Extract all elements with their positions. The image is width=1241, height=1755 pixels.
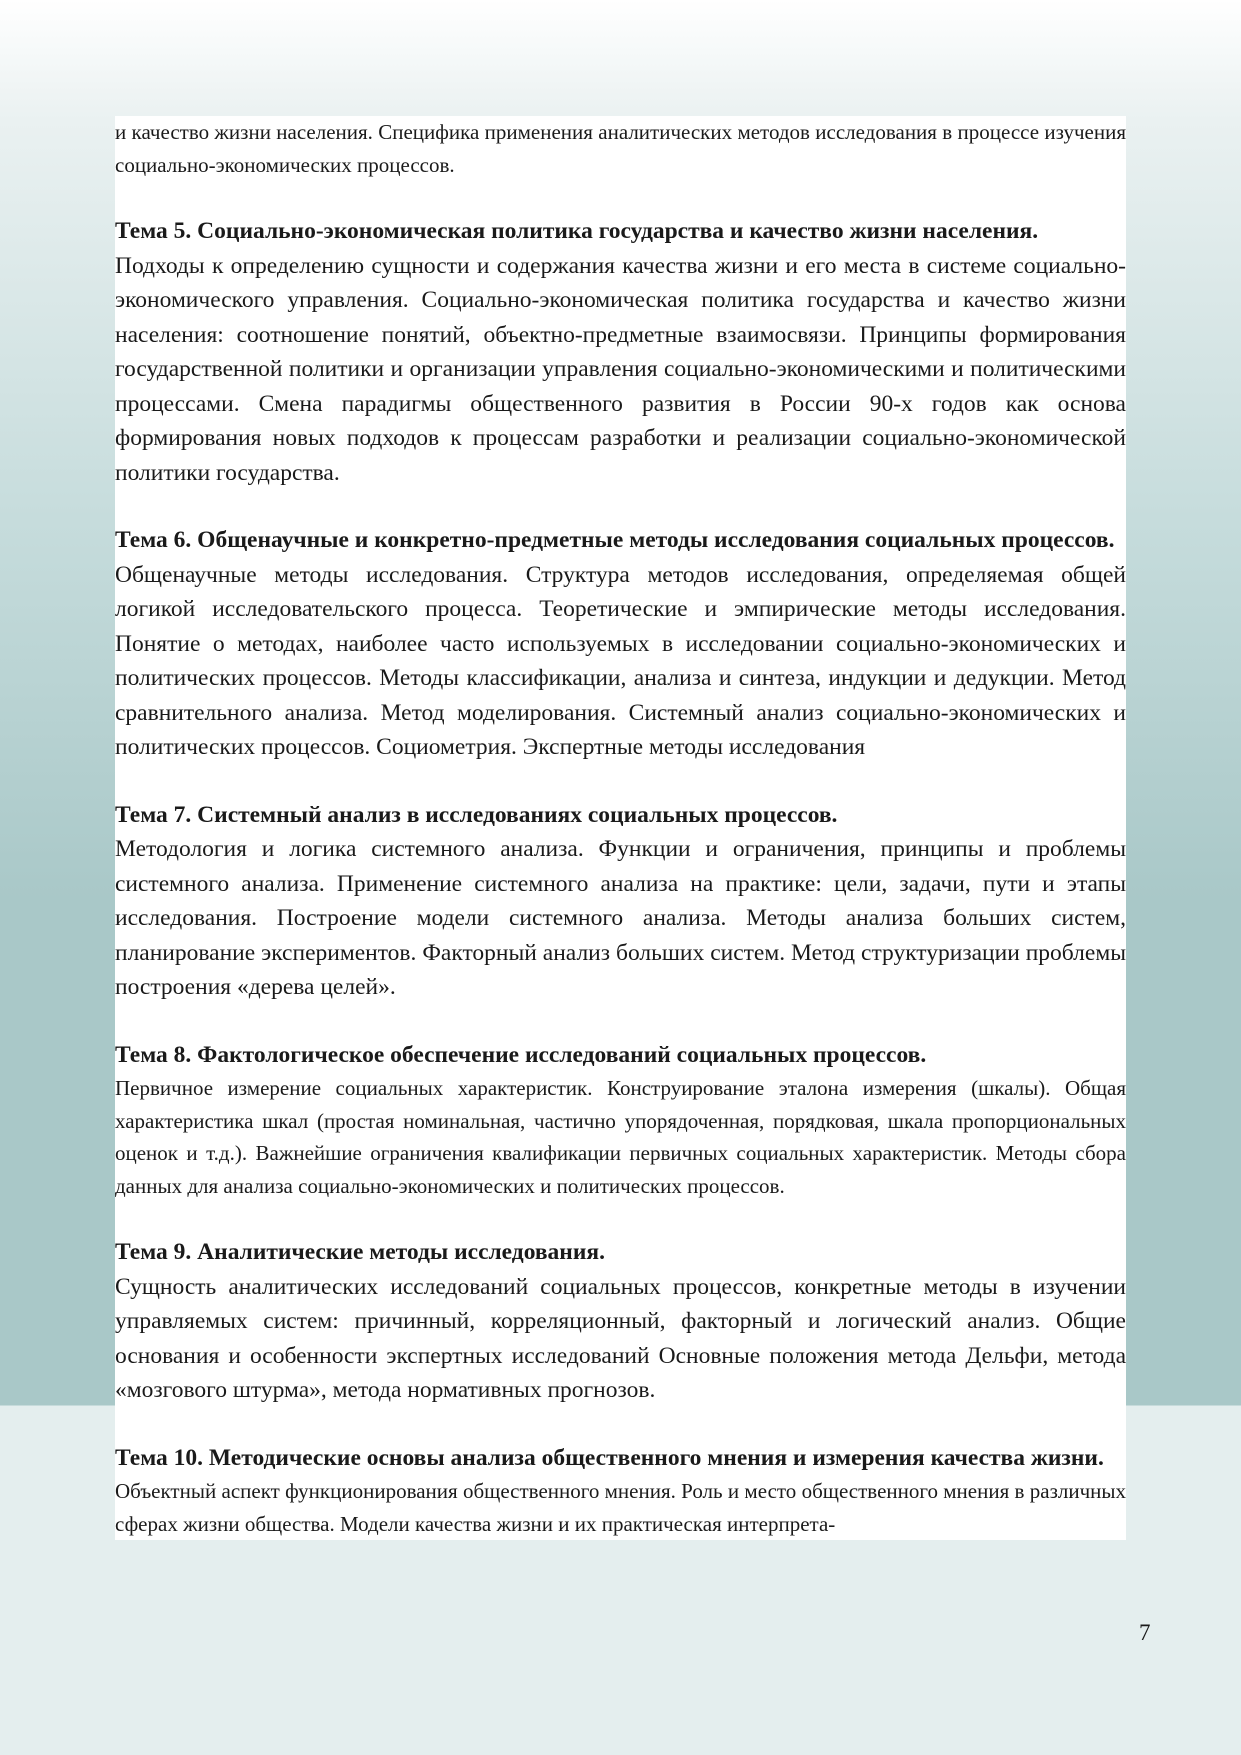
section-heading-7: Тема 7. Системный анализ в исследованиях социальных процессов. <box>115 801 838 828</box>
page-content <box>115 116 1126 1606</box>
section-body-6: Общенаучные методы исследования. Структура методов исследования, определяемая общей логикой исследовательского процесса. Теоретические и эмпирические методы исследования. Понятие о методах, наиболее часто используемых в исследовании социально-экономических и политических процессов. Методы классификации, анализа и синтеза, индукции и дедукции. Метод сравнительного анализа. Метод моделирования. Системный анализ социально-экономических и политических процессов. Социометрия. Экспертные методы исследования <box>115 561 1126 760</box>
text-panel <box>115 116 1126 1540</box>
section-body-10: Объектный аспект функционирования общественного мнения. Роль и место общественного мнения в различных сферах жизни общества. Модели качества жизни и их практическая интерпрета- <box>115 1479 1126 1536</box>
section-body-8: Первичное измерение социальных характеристик. Конструирование эталона измерения (шкалы). Общая характеристика шкал (простая номинальная, частично упорядоченная, порядковая, шкала пропорциональных оценок и т.д.). Важнейшие ограничения квалификации первичных социальных характеристик. Методы сбора данных для анализа социально-экономических и политических процессов. <box>115 1076 1126 1198</box>
section-heading-10: Тема 10. Методические основы анализа общественного мнения и измерения качества жизни. <box>115 1444 1104 1471</box>
section-body-5: Подходы к определению сущности и содержания качества жизни и его места в системе социально-экономического управления. Социально-экономическая политика государства и качество жизни населения: соотношение понятий, объектно-предметные взаимосвязи. Принципы формирования государственной политики и организации управления социально-экономическими и политическими процессами. Смена парадигмы общественного развития в России 90-х годов как основа формирования новых подходов к процессам разработки и реализации социально-экономической политики государства. <box>115 252 1126 486</box>
intro-paragraph: и качество жизни населения. Специфика применения аналитических методов исследования в процессе изучения социально-экономических процессов. <box>115 120 1126 177</box>
section-heading-6: Тема 6. Общенаучные и конкретно-предметные методы исследования социальных процессов. <box>115 527 1115 553</box>
section-heading-8: Тема 8. Фактологическое обеспечение исследований социальных процессов. <box>115 1041 927 1068</box>
section-body-7: Методология и логика системного анализа. Функции и ограничения, принципы и проблемы системного анализа. Применение системного анализа на практике: цели, задачи, пути и этапы исследования. Построение модели системного анализа. Методы анализа больших систем, планирование экспериментов. Факторный анализ больших систем. Метод структуризации проблемы построения «дерева целей». <box>115 836 1126 1000</box>
page-number: 7 <box>1139 1620 1151 1645</box>
section-heading-5: Тема 5. Социально-экономическая политика государства и качество жизни населения. <box>115 218 1039 244</box>
section-heading-9: Тема 9. Аналитические методы исследования. <box>115 1239 605 1265</box>
section-body-9: Сущность аналитических исследований социальных процессов, конкретные методы в изучении управляемых систем: причинный, корреляционный, факторный и логический анализ. Общие основания и особенности экспертных исследований Основные положения метода Дельфи, метода «мозгового штурма», метода нормативных прогнозов. <box>115 1273 1126 1403</box>
